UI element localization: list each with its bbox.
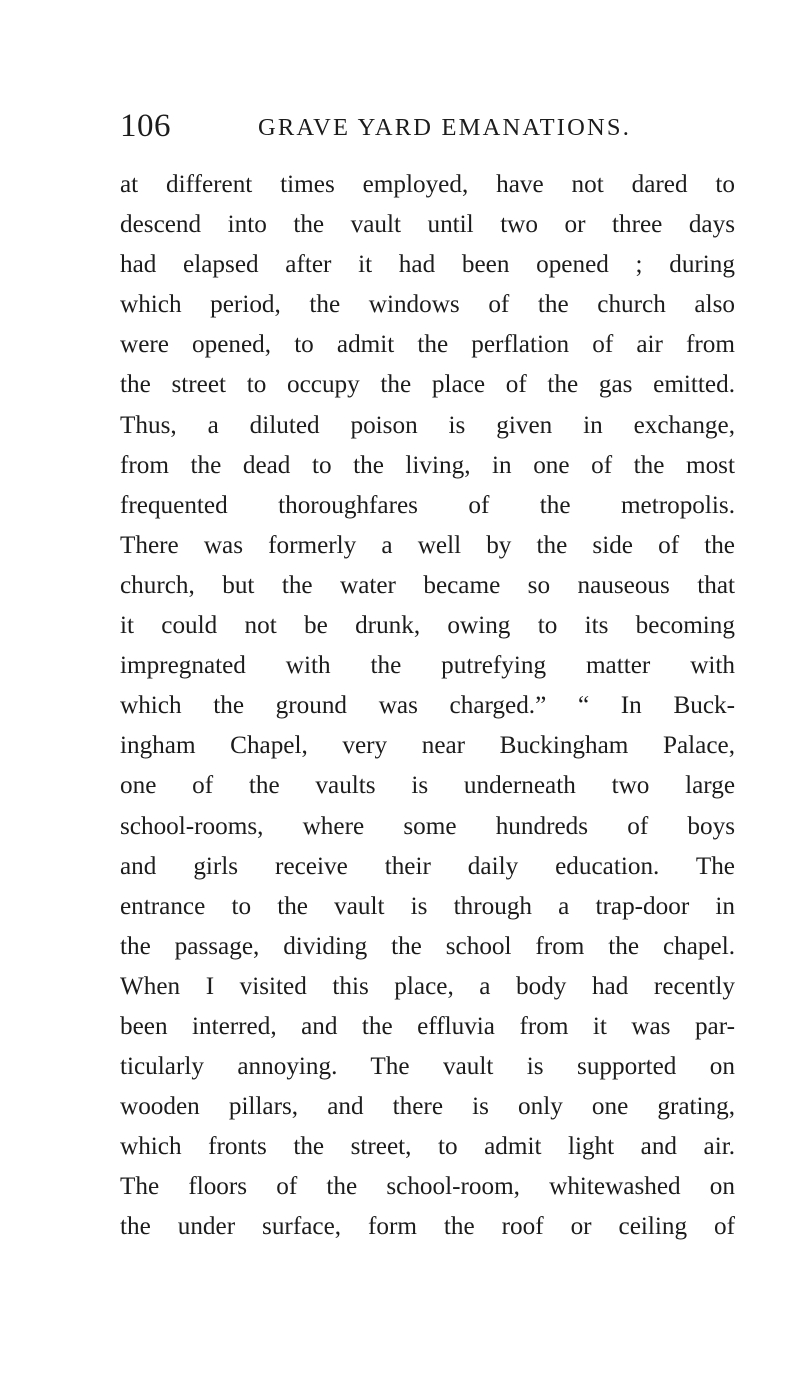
text-line: which the ground was charged.” “ In Buck-	[120, 692, 735, 720]
text-line: frequented thoroughfares of the metropolis.	[120, 491, 735, 519]
text-line: church, but the water became so nauseous that	[120, 571, 735, 599]
text-line: the street to occupy the place of the gas emitted.	[120, 371, 735, 399]
text-line: been interred, and the effluvia from it was par-	[120, 1012, 735, 1040]
page-number: 106	[120, 108, 171, 144]
text-line: Thus, a diluted poison is given in exchange,	[120, 411, 735, 439]
text-line: which fronts the street, to admit light and air.	[120, 1133, 735, 1161]
text-line: and girls receive their daily education. The	[120, 852, 735, 880]
text-line: which period, the windows of the church also	[120, 291, 735, 319]
text-line: had elapsed after it had been opened ; during	[120, 251, 735, 279]
text-line: The floors of the school-room, whitewashed on	[120, 1173, 735, 1201]
text-line: ticularly annoying. The vault is supported on	[120, 1053, 735, 1081]
text-line: it could not be drunk, owing to its becoming	[120, 612, 735, 640]
text-line: ingham Chapel, very near Buckingham Palace,	[120, 732, 735, 760]
text-line: entrance to the vault is through a trap-door in	[120, 892, 735, 920]
text-line: descend into the vault until two or three days	[120, 211, 735, 239]
text-line: the passage, dividing the school from the chapel.	[120, 932, 735, 960]
text-line: one of the vaults is underneath two large	[120, 772, 735, 800]
running-title: GRAVE YARD EMANATIONS.	[258, 114, 632, 141]
text-line: impregnated with the putrefying matter with	[120, 652, 735, 680]
text-line: wooden pillars, and there is only one grating,	[120, 1093, 735, 1121]
body-text	[120, 165, 735, 1248]
text-line: There was formerly a well by the side of the	[120, 531, 735, 559]
running-head	[120, 104, 740, 148]
text-line: were opened, to admit the perflation of air from	[120, 331, 735, 359]
text-line: school-rooms, where some hundreds of boys	[120, 812, 735, 840]
text-line: When I visited this place, a body had recently	[120, 972, 735, 1000]
text-line: from the dead to the living, in one of the most	[120, 451, 735, 479]
text-line: the under surface, form the roof or ceiling of	[120, 1213, 735, 1241]
text-line: at different times employed, have not dared to	[120, 171, 735, 198]
